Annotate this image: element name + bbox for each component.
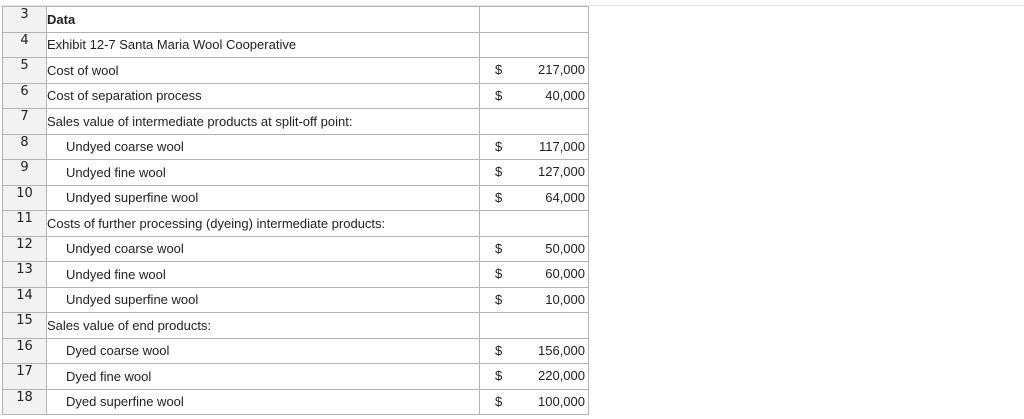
amount-cell[interactable] [480,389,589,415]
label-cell[interactable]: Dyed coarse wool [47,338,480,364]
spreadsheet-grid [2,6,589,415]
amount-value: 100,000 [538,393,585,409]
amount-value: 217,000 [538,62,585,77]
amount-value: 50,000 [545,240,585,256]
label-cell[interactable]: Data [47,7,480,33]
row-header[interactable]: 17 [3,364,47,390]
table-row [3,313,589,339]
amount-cell[interactable] [480,32,589,58]
currency-symbol: $ [495,87,503,103]
table-row [3,287,589,313]
label-cell[interactable]: Dyed fine wool [47,364,480,390]
table-row [3,32,589,58]
table-row [3,185,589,211]
row-header[interactable]: 16 [3,338,47,364]
label-cell[interactable]: Undyed superfine wool [47,287,480,313]
currency-symbol: $ [495,342,503,358]
table-row [3,236,589,262]
table-row [3,58,589,84]
amount-value: 127,000 [538,164,585,179]
amount-cell[interactable] [480,83,589,109]
row-header[interactable]: 11 [3,211,47,237]
label-cell[interactable]: Undyed superfine wool [47,185,480,211]
amount-cell[interactable] [480,58,589,84]
row-header[interactable]: 5 [3,58,47,84]
row-header[interactable]: 13 [3,262,47,288]
amount-value: 10,000 [545,291,585,307]
label-cell[interactable]: Undyed coarse wool [47,134,480,160]
currency-symbol: $ [495,368,503,383]
label-cell[interactable]: Undyed fine wool [47,160,480,186]
label-cell[interactable]: Exhibit 12-7 Santa Maria Wool Cooperative [47,32,480,58]
table-row [3,262,589,288]
amount-cell[interactable] [480,287,589,313]
amount-value: 40,000 [545,87,585,103]
currency-symbol: $ [495,240,503,256]
spreadsheet-body [3,7,589,415]
table-row [3,160,589,186]
row-header[interactable]: 7 [3,109,47,135]
amount-value: 117,000 [538,138,585,154]
amount-value: 220,000 [538,368,585,383]
label-cell[interactable]: Cost of wool [47,58,480,84]
table-row [3,364,589,390]
amount-cell[interactable] [480,109,589,135]
table-row [3,338,589,364]
amount-cell[interactable] [480,262,589,288]
label-cell[interactable]: Dyed superfine wool [47,389,480,415]
row-header[interactable]: 9 [3,160,47,186]
amount-cell[interactable] [480,7,589,33]
currency-symbol: $ [495,62,503,77]
amount-cell[interactable] [480,211,589,237]
row-header[interactable]: 3 [3,7,47,33]
row-header[interactable]: 6 [3,83,47,109]
row-header[interactable]: 15 [3,313,47,339]
table-row [3,7,589,33]
amount-value: 60,000 [545,266,585,281]
currency-symbol: $ [495,164,503,179]
row-header[interactable]: 14 [3,287,47,313]
amount-value: 156,000 [538,342,585,358]
currency-symbol: $ [495,393,503,409]
label-cell[interactable]: Undyed fine wool [47,262,480,288]
label-cell[interactable]: Sales value of end products: [47,313,480,339]
row-header[interactable]: 8 [3,134,47,160]
amount-cell[interactable] [480,160,589,186]
row-header[interactable]: 12 [3,236,47,262]
label-cell[interactable]: Costs of further processing (dyeing) intermediate products: [47,211,480,237]
table-row [3,211,589,237]
table-row [3,389,589,415]
amount-cell[interactable] [480,313,589,339]
table-row [3,134,589,160]
amount-cell[interactable] [480,364,589,390]
amount-value: 64,000 [545,189,585,205]
row-header[interactable]: 4 [3,32,47,58]
amount-cell[interactable] [480,338,589,364]
label-cell[interactable]: Cost of separation process [47,83,480,109]
amount-cell[interactable] [480,134,589,160]
currency-symbol: $ [495,138,503,154]
row-header[interactable]: 10 [3,185,47,211]
table-row [3,109,589,135]
amount-cell[interactable] [480,236,589,262]
row-header[interactable]: 18 [3,389,47,415]
currency-symbol: $ [495,266,503,281]
currency-symbol: $ [495,291,503,307]
label-cell[interactable]: Sales value of intermediate products at split-off point: [47,109,480,135]
currency-symbol: $ [495,189,503,205]
label-cell[interactable]: Undyed coarse wool [47,236,480,262]
table-row [3,83,589,109]
amount-cell[interactable] [480,185,589,211]
